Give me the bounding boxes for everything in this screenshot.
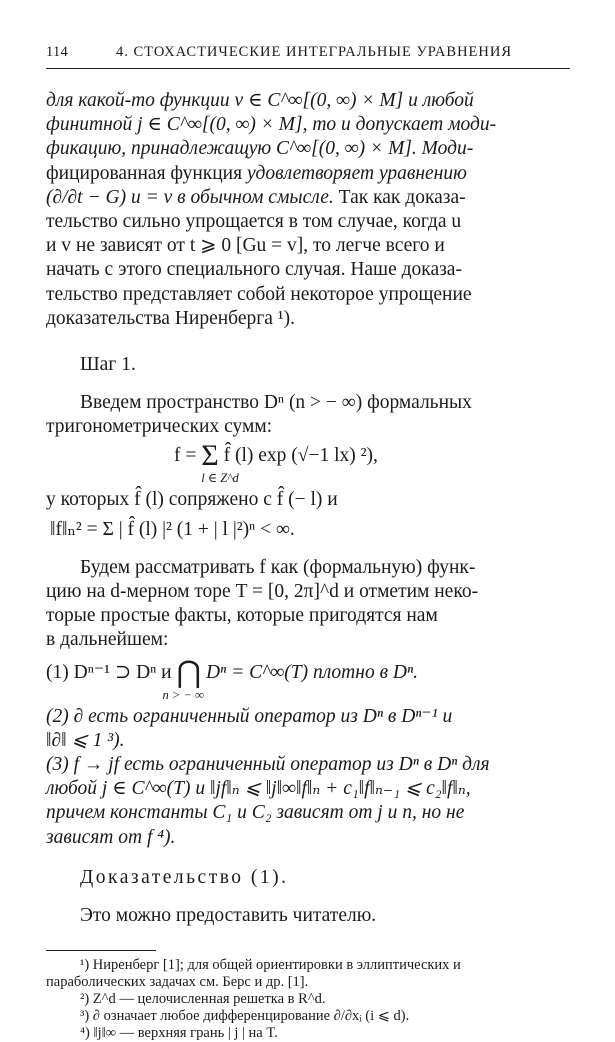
paragraph-3: у которых f̂ (l) сопряжено с f̂ (− l) и <box>46 488 338 510</box>
footnote-3: ³) ∂ означает любое дифференцирование ∂/∂xᵢ (i ⩽ d). <box>80 1008 410 1025</box>
sum-limits: l ∈ Z^d <box>201 470 239 485</box>
text-line: финитной j ∈ C^∞[(0, ∞) × M], то и допускает моди- <box>46 114 497 136</box>
intersection-symbol: ⋂ <box>176 655 202 689</box>
text-line: торые простые факты, которые пригодятся нам <box>46 605 438 627</box>
item-3 <box>46 753 570 850</box>
text-line: (3) f → jf есть ограниченный оператор из Dⁿ в Dⁿ для <box>46 754 490 776</box>
text-line: зависят от f ⁴). <box>46 826 176 848</box>
text-line: для какой-то функции v ∈ C^∞[(0, ∞) × M] и любой <box>46 90 474 111</box>
text-line: тельство сильно упрощается в том случае, когда u <box>46 211 462 233</box>
proof-heading: Доказательство (1). <box>80 866 289 888</box>
footnote-2: ²) Z^d — целочисленная решетка в R^d. <box>80 991 326 1008</box>
proof-text: Это можно предоставить читателю. <box>80 905 377 927</box>
text-line: Будем рассматривать f как (формальную) функ- <box>80 556 476 578</box>
step-heading: Шаг 1. <box>80 354 136 376</box>
text-line: Введем пространство Dⁿ (n > − ∞) формальных <box>80 392 472 414</box>
text-line: цию на d-мерном торе T = [0, 2π]^d и отметим неко- <box>46 581 479 603</box>
text-line: и v не зависят от t ⩾ 0 [Gu = v], то легче всего и <box>46 235 445 257</box>
footnote-4: ⁴) ‖j‖∞ — верхняя грань | j | на T. <box>80 1025 278 1042</box>
text-line: тригонометрических сумм: <box>46 416 273 438</box>
footnote-rule <box>46 950 156 951</box>
page-header <box>46 44 570 66</box>
text-line: (∂/∂t − G) u = v в обычном смысле. Так как доказа- <box>46 186 466 208</box>
item-2 <box>46 705 570 753</box>
paragraph-2 <box>46 391 570 439</box>
sum-symbol: Σ <box>201 438 219 472</box>
footnote-1: ¹) Ниренберг [1]; для общей ориентировки в эллиптических и <box>80 957 461 974</box>
text-line: (2) ∂ есть ограниченный оператор из Dⁿ в Dⁿ⁻¹ и <box>46 705 453 727</box>
formula-sum: f = Σ l ∈ Z^d f̂ (l) exp (√−1 lx) ²), <box>46 444 570 488</box>
text-line: тельство представляет собой некоторое упрощение <box>46 283 472 305</box>
text-line: доказательства Ниренберга ¹). <box>46 307 295 329</box>
page-number: 114 <box>46 44 69 60</box>
formula-norm: ‖f‖ₙ² = Σ | f̂ (l) |² (1 + | l |²)ⁿ < ∞. <box>50 518 295 540</box>
text-line: ‖∂‖ ⩽ 1 ³). <box>46 729 125 751</box>
text-line: в дальнейшем: <box>46 629 169 651</box>
intersection-limits: n > − ∞ <box>162 687 204 702</box>
text-line: фикацию, принадлежащую C^∞[(0, ∞) × M]. Моди- <box>46 138 474 160</box>
text-line: любой j ∈ C^∞(T) и ‖jf‖ₙ ⩽ ‖j‖∞‖f‖ₙ + c₁‖f‖ₙ₋₁ ⩽ c₂‖f‖ₙ, <box>46 778 471 800</box>
book-page <box>46 44 570 1042</box>
paragraph-4 <box>46 556 570 653</box>
item-1: (1) Dⁿ⁻¹ ⊃ Dⁿ и ⋂ n > − ∞ Dⁿ = C^∞(T) плотно в Dⁿ. <box>46 661 570 705</box>
text-line: причем константы C₁ и C₂ зависят от j и n, но не <box>46 802 465 824</box>
paragraph-1 <box>46 89 570 331</box>
footnote-1-cont: параболических задачах см. Берс и др. [1]. <box>46 974 309 991</box>
text-line: фицированная функция удовлетворяет уравнению <box>46 162 467 184</box>
running-title: 4. СТОХАСТИЧЕСКИЕ ИНТЕГРАЛЬНЫЕ УРАВНЕНИЯ <box>116 44 513 60</box>
text-line: начать с этого специального случая. Наше доказа- <box>46 259 462 281</box>
